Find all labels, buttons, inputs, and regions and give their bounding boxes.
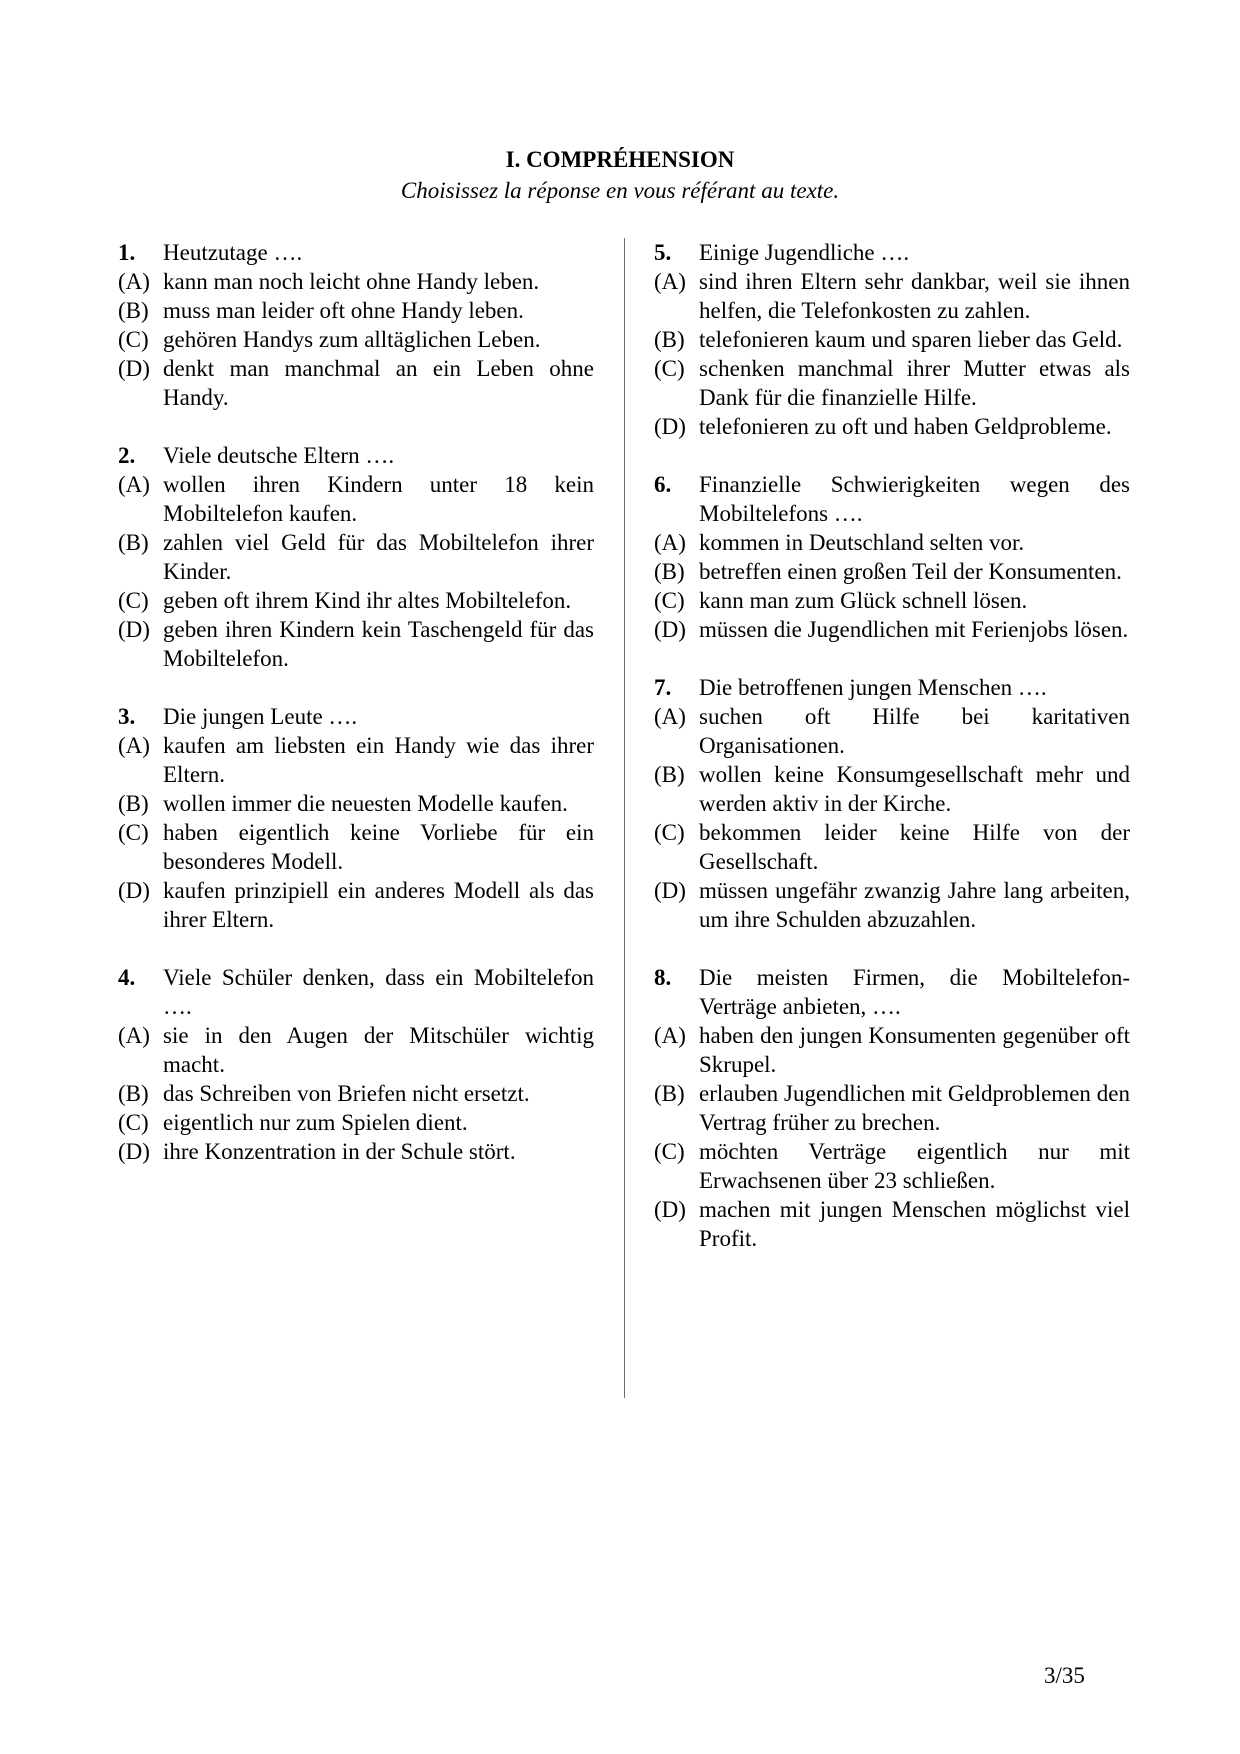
option-text: wollen ihren Kindern unter 18 kein Mobiltelefon kaufen. [163, 472, 594, 526]
question-stem [118, 702, 594, 731]
question-number: 6. [654, 472, 672, 497]
answer-option [654, 876, 1130, 934]
answer-option [654, 702, 1130, 760]
page-number: 3/35 [1044, 1663, 1085, 1688]
section-header [0, 144, 1240, 207]
option-label: (A) [118, 472, 150, 497]
question-number: 2. [118, 443, 136, 468]
option-label: (B) [118, 298, 149, 323]
answer-option [654, 1021, 1130, 1079]
answer-option [118, 731, 594, 789]
question-stem [654, 673, 1130, 702]
answer-option [654, 528, 1130, 557]
question-block [118, 702, 594, 934]
answer-option [118, 876, 594, 934]
option-label: (C) [654, 588, 685, 613]
question-text: Die meisten Firmen, die Mobiltelefon-Verträge anbieten, …. [699, 965, 1130, 1019]
answer-option [118, 789, 594, 818]
answer-option [118, 470, 594, 528]
option-text: müssen die Jugendlichen mit Ferienjobs lösen. [699, 617, 1129, 642]
question-text: Finanzielle Schwierigkeiten wegen des Mobiltelefons …. [699, 472, 1130, 526]
option-label: (D) [118, 878, 150, 903]
answer-option [654, 1137, 1130, 1195]
option-label: (C) [118, 820, 149, 845]
option-text: wollen keine Konsumgesellschaft mehr und werden aktiv in der Kirche. [699, 762, 1130, 816]
answer-option [654, 1079, 1130, 1137]
option-label: (A) [654, 1023, 686, 1048]
question-number: 3. [118, 704, 136, 729]
option-text: kann man noch leicht ohne Handy leben. [163, 269, 540, 294]
question-block [654, 963, 1130, 1253]
question-stem [118, 963, 594, 1021]
option-text: schenken manchmal ihrer Mutter etwas als Dank für die finanzielle Hilfe. [699, 356, 1130, 410]
option-label: (C) [654, 820, 685, 845]
option-label: (C) [118, 1110, 149, 1135]
question-text: Viele deutsche Eltern …. [163, 443, 395, 468]
option-text: haben eigentlich keine Vorliebe für ein besonderes Modell. [163, 820, 594, 874]
option-label: (C) [654, 1139, 685, 1164]
option-text: eigentlich nur zum Spielen dient. [163, 1110, 468, 1135]
question-number: 5. [654, 240, 672, 265]
option-label: (A) [118, 269, 150, 294]
option-text: sind ihren Eltern sehr dankbar, weil sie ihnen helfen, die Telefonkosten zu zahlen. [699, 269, 1130, 323]
instruction-text: Choisissez la réponse en vous référant au texte. [400, 178, 840, 203]
question-text: Die jungen Leute …. [163, 704, 358, 729]
answer-option [654, 557, 1130, 586]
option-label: (B) [118, 530, 149, 555]
column-divider [624, 238, 625, 1398]
option-text: zahlen viel Geld für das Mobiltelefon ihrer Kinder. [163, 530, 594, 584]
answer-option [118, 296, 594, 325]
answer-option [118, 1137, 594, 1166]
section-title: I. COMPRÉHENSION [505, 147, 735, 172]
answer-option [654, 354, 1130, 412]
option-text: muss man leider oft ohne Handy leben. [163, 298, 524, 323]
question-number: 1. [118, 240, 136, 265]
question-block [118, 238, 594, 412]
option-text: sie in den Augen der Mitschüler wichtig macht. [163, 1023, 594, 1077]
question-number: 7. [654, 675, 672, 700]
option-text: müssen ungefähr zwanzig Jahre lang arbeiten, um ihre Schulden abzuzahlen. [699, 878, 1130, 932]
question-text: Viele Schüler denken, dass ein Mobiltelefon …. [163, 965, 594, 1019]
answer-option [118, 528, 594, 586]
answer-option [654, 267, 1130, 325]
right-question-column [654, 238, 1130, 1282]
option-text: kommen in Deutschland selten vor. [699, 530, 1025, 555]
option-label: (A) [118, 1023, 150, 1048]
answer-option [118, 615, 594, 673]
answer-option [654, 760, 1130, 818]
option-text: ihre Konzentration in der Schule stört. [163, 1139, 516, 1164]
option-label: (A) [654, 530, 686, 555]
question-number: 8. [654, 965, 672, 990]
option-label: (D) [118, 356, 150, 381]
answer-option [118, 267, 594, 296]
question-text: Heutzutage …. [163, 240, 303, 265]
question-stem [654, 470, 1130, 528]
option-label: (D) [654, 617, 686, 642]
option-label: (D) [118, 1139, 150, 1164]
answer-option [118, 1108, 594, 1137]
option-label: (A) [654, 704, 686, 729]
answer-option [118, 1021, 594, 1079]
option-text: telefonieren zu oft und haben Geldprobleme. [699, 414, 1112, 439]
left-question-column [118, 238, 594, 1195]
option-label: (B) [118, 791, 149, 816]
option-text: machen mit jungen Menschen möglichst viel Profit. [699, 1197, 1130, 1251]
option-label: (D) [118, 617, 150, 642]
option-text: telefonieren kaum und sparen lieber das Geld. [699, 327, 1123, 352]
option-text: geben ihren Kindern kein Taschengeld für das Mobiltelefon. [163, 617, 594, 671]
option-text: wollen immer die neuesten Modelle kaufen. [163, 791, 568, 816]
question-number: 4. [118, 965, 136, 990]
question-block [654, 238, 1130, 441]
option-label: (D) [654, 414, 686, 439]
answer-option [654, 325, 1130, 354]
option-label: (A) [118, 733, 150, 758]
option-text: betreffen einen großen Teil der Konsumenten. [699, 559, 1122, 584]
answer-option [654, 412, 1130, 441]
option-text: bekommen leider keine Hilfe von der Gesellschaft. [699, 820, 1130, 874]
question-stem [118, 441, 594, 470]
answer-option [118, 818, 594, 876]
option-text: das Schreiben von Briefen nicht ersetzt. [163, 1081, 530, 1106]
option-text: suchen oft Hilfe bei karitativen Organisationen. [699, 704, 1130, 758]
option-text: geben oft ihrem Kind ihr altes Mobiltelefon. [163, 588, 572, 613]
option-label: (D) [654, 878, 686, 903]
option-label: (B) [654, 1081, 685, 1106]
answer-option [118, 354, 594, 412]
option-text: kann man zum Glück schnell lösen. [699, 588, 1028, 613]
option-text: denkt man manchmal an ein Leben ohne Handy. [163, 356, 594, 410]
option-label: (B) [118, 1081, 149, 1106]
answer-option [118, 325, 594, 354]
option-text: kaufen prinzipiell ein anderes Modell als das ihrer Eltern. [163, 878, 594, 932]
option-label: (C) [118, 327, 149, 352]
option-text: erlauben Jugendlichen mit Geldproblemen den Vertrag früher zu brechen. [699, 1081, 1130, 1135]
question-block [118, 963, 594, 1166]
option-label: (C) [654, 356, 685, 381]
option-label: (C) [118, 588, 149, 613]
option-label: (D) [654, 1197, 686, 1222]
answer-option [654, 1195, 1130, 1253]
answer-option [654, 586, 1130, 615]
question-block [118, 441, 594, 673]
answer-option [654, 615, 1130, 644]
question-block [654, 673, 1130, 934]
answer-option [118, 1079, 594, 1108]
option-text: gehören Handys zum alltäglichen Leben. [163, 327, 541, 352]
question-stem [118, 238, 594, 267]
option-text: möchten Verträge eigentlich nur mit Erwachsenen über 23 schließen. [699, 1139, 1130, 1193]
question-stem [654, 963, 1130, 1021]
question-stem [654, 238, 1130, 267]
option-text: kaufen am liebsten ein Handy wie das ihrer Eltern. [163, 733, 594, 787]
question-block [654, 470, 1130, 644]
answer-option [118, 586, 594, 615]
option-text: haben den jungen Konsumenten gegenüber oft Skrupel. [699, 1023, 1130, 1077]
answer-option [654, 818, 1130, 876]
question-text: Einige Jugendliche …. [699, 240, 910, 265]
option-label: (A) [654, 269, 686, 294]
option-label: (B) [654, 327, 685, 352]
option-label: (B) [654, 559, 685, 584]
option-label: (B) [654, 762, 685, 787]
question-text: Die betroffenen jungen Menschen …. [699, 675, 1047, 700]
